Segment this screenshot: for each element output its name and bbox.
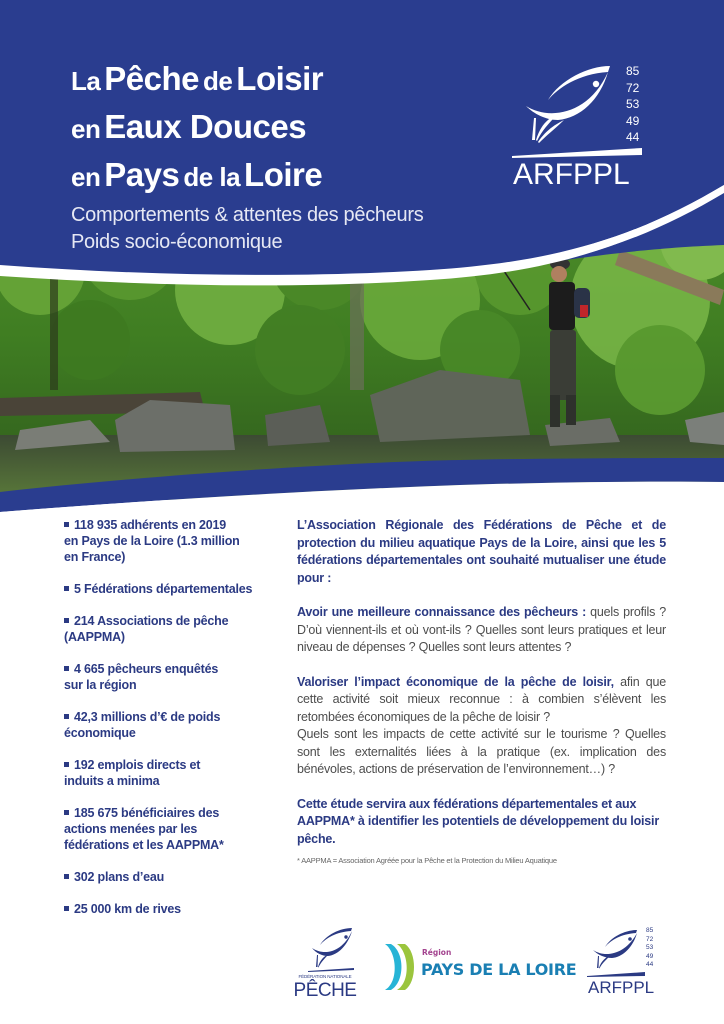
subtitle	[71, 202, 423, 256]
stat-item: 302 plans d’eau	[64, 869, 264, 885]
arfppl-footer-logo: 85 72 53 49 44 ARFPPL	[585, 926, 665, 1004]
bullet-icon	[64, 618, 69, 623]
title-line-3: en Pays de la Loire	[71, 156, 323, 193]
bullet-icon	[64, 874, 69, 879]
bullet-icon	[64, 762, 69, 767]
arfppl-logo-text: ARFPPL	[513, 158, 630, 191]
region-pays-de-la-loire-logo: Région PAYS DE LA LOIRE	[383, 942, 573, 992]
bullet-icon	[64, 522, 69, 527]
arfppl-fish-small-icon	[585, 926, 645, 978]
subtitle-line-1: Comportements & attentes des pêcheurs	[71, 204, 424, 226]
stat-item: 185 675 bénéficiaires des actions menées par les fédérations et les AAPPMA*	[64, 806, 224, 852]
bullet-icon	[64, 714, 69, 719]
stat-item: 4 665 pêcheurs enquêtés sur la région	[64, 662, 219, 692]
footnote: * AAPPMA = Association Agréée pour la Pêche et la Protection du Milieu Aquatique	[297, 856, 557, 865]
title-line-1: La Pêche de Loisir	[71, 60, 324, 97]
stat-item: 5 Fédérations départementales	[64, 581, 264, 597]
bullet-icon	[64, 586, 69, 591]
department-numbers-small: 85 72 53 49 44	[646, 927, 654, 969]
page-title	[71, 58, 323, 202]
region-arcs-icon	[383, 942, 419, 992]
objective-economic-impact: Valoriser l’impact économique de la pêche de loisir, afin que cette activité soit mieux reconnue : à combien s’élèvent les retombées économiques de la pêche de loisir ? Quels sont les impacts de cette activité sur le tourisme ? Quelles sont les externalités liées à la pratique (ex. implication des bénévoles, actions de préservation de l’environnement…) ?	[297, 674, 667, 776]
conclusion-paragraph: Cette étude servira aux fédérations départementales et aux AAPPMA* à identifier les potentiels de développement du loisir pêche.	[297, 796, 659, 846]
study-description	[297, 517, 666, 866]
title-line-2: en Eaux Douces	[71, 108, 307, 145]
bullet-icon	[64, 906, 69, 911]
subtitle-line-2: Poids socio-économique	[71, 231, 283, 253]
intro-paragraph: L’Association Régionale des Fédérations de Pêche et de protection du milieu aquatique Pays de la Loire, ainsi que les 5 fédérations départementales ont souhaité mutualiser une étude pour :	[297, 518, 666, 585]
stat-item: 118 935 adhérents en 2019 en Pays de la Loire (1.3 million en France)	[64, 518, 240, 564]
key-figures-list	[64, 517, 264, 933]
bullet-icon	[64, 666, 69, 671]
stat-item: 192 emplois directs et induits a minima	[64, 758, 201, 788]
federation-nationale-peche-logo: FÉDÉRATION NATIONALE PÊCHE	[292, 925, 368, 1003]
fnp-fish-icon	[306, 925, 356, 973]
stat-item: 214 Associations de pêche (AAPPMA)	[64, 614, 229, 644]
bullet-icon	[64, 810, 69, 815]
department-numbers: 85 72 53 49 44	[626, 64, 640, 144]
objective-knowledge: Avoir une meilleure connaissance des pêcheurs : quels profils ? D’où viennent-ils et où vont-ils ? Quelles sont leurs pratiques et leur niveau de dépenses ? Quelles sont leurs attentes ?	[297, 605, 666, 654]
stat-item: 25 000 km de rives	[64, 901, 264, 917]
stat-item: 42,3 millions d’€ de poids économique	[64, 710, 221, 740]
